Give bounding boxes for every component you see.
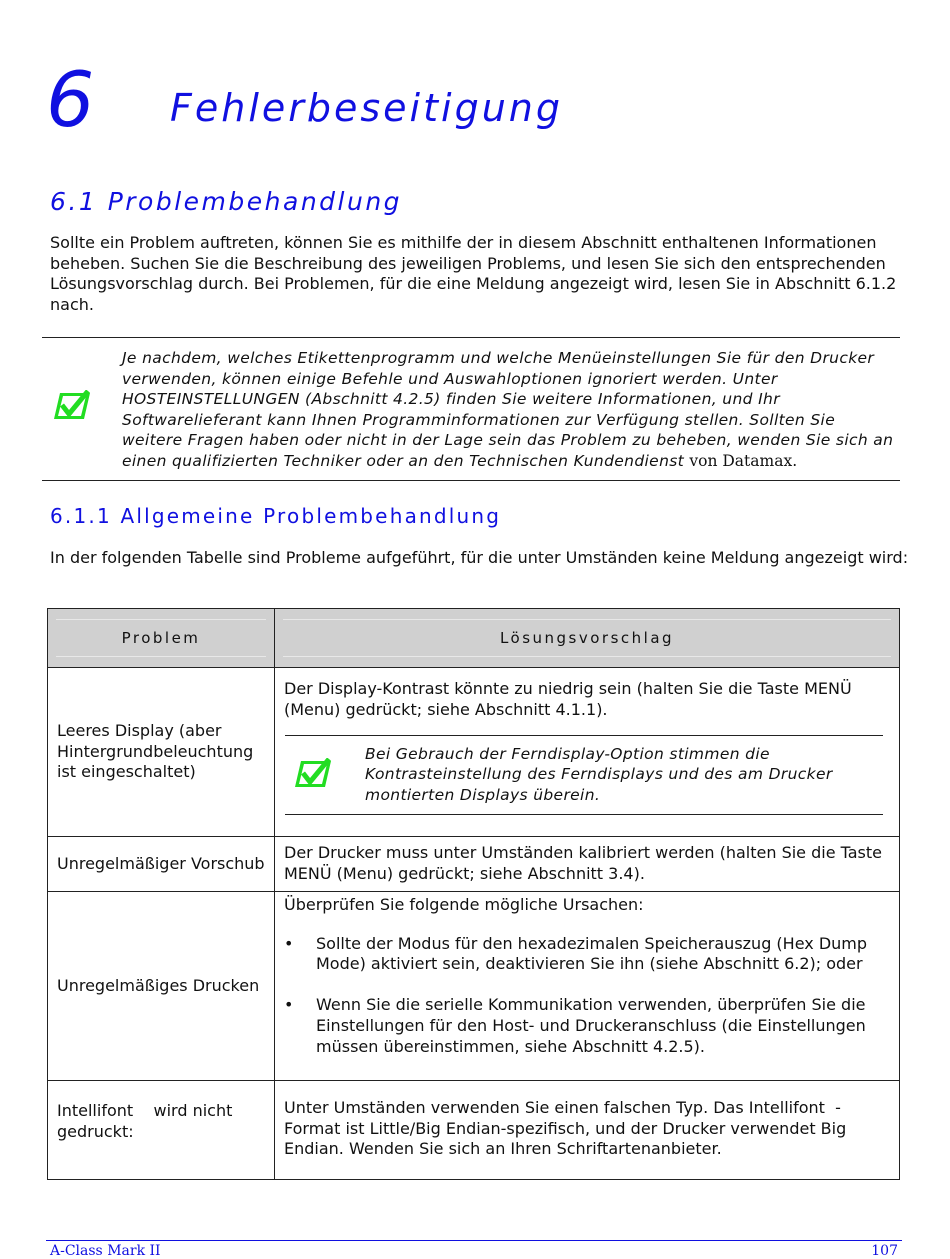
header-problem: Problem (48, 609, 275, 668)
page-number: 107 (871, 1243, 898, 1259)
check-mark-icon (54, 390, 92, 422)
solution-cell: Der Display-Kontrast könnte zu niedrig sein (halten Sie die Taste MENÜ (Menu) gedrückt; siehe Abschnitt 4.1.1). Bei Gebrauch der Ferndisplay-Option stimmen die Kontrasteinstellung des Ferndisplays und des am Drucker montierten Displays überein. (275, 668, 900, 837)
solution-lead: Überprüfen Sie folgende mögliche Ursachen: (284, 895, 644, 914)
note-tail: von Datamax. (689, 451, 798, 470)
table-row (48, 837, 900, 892)
note-box (42, 337, 900, 481)
table-row (48, 892, 900, 1081)
table-row (48, 668, 900, 837)
bullet-icon: • (284, 933, 294, 953)
bullet-icon: • (284, 995, 294, 1015)
section-title: 6.1 Problembehandlung (50, 187, 403, 216)
note-body: Je nachdem, welches Etikettenprogramm und welche Menüeinstellungen Sie für den Drucker verwenden, können einige Befehle und Auswahloptionen ignoriert werden. Unter HOSTEINSTELLUNGEN (Abschnitt 4.2.5) finden Sie weitere Informationen, und Ihr Softwarelieferant kann Ihnen Programminformationen zur Verfügung stellen. Sollten Sie weitere Fragen haben oder nicht in der Lage sein das Problem zu beheben, wenden Sie sich an einen qualifizierten Techniker oder an den Technischen Kundendienst (122, 349, 894, 470)
check-mark-icon (295, 758, 333, 790)
subsection-title: 6.1.1 Allgemeine Problembehandlung (50, 504, 502, 528)
inline-note (285, 735, 883, 815)
problem-table (47, 608, 900, 1180)
inline-note-text: Bei Gebrauch der Ferndisplay-Option stimmen die Kontrasteinstellung des Ferndisplays und des am Drucker montierten Displays überein. (365, 744, 833, 804)
note-text (122, 348, 894, 472)
intro-paragraph: Sollte ein Problem auftreten, können Sie es mithilfe der in diesem Abschnitt enthaltenen Informationen beheben. Suchen Sie die Beschreibung des jeweiligen Problems, und lesen Sie sich den entsprechenden Lösungsvorschlag durch. Bei Problemen, für die eine Meldung angezeigt wird, lesen Sie in Abschnitt 6.1.2 nach. (50, 233, 897, 315)
list-item: • Sollte der Modus für den hexadezimalen Speicherauszug (Hex Dump Mode) aktiviert sein, deaktivieren Sie ihn (siehe Abschnitt 6.2); oder (284, 933, 868, 974)
chapter-number: 6 (46, 55, 95, 144)
problem-cell: Unregelmäßiger Vorschub (48, 837, 275, 892)
table-row (48, 1081, 900, 1180)
causes-list (284, 934, 890, 1058)
table-intro: In der folgenden Tabelle sind Probleme aufgeführt, für die unter Umständen keine Meldung angezeigt wird: (50, 548, 909, 567)
header-solution: Lösungsvorschlag (275, 609, 900, 668)
list-item: • Wenn Sie die serielle Kommunikation verwenden, überprüfen Sie die Einstellungen für den Host- und Druckeranschluss (die Einstellungen müssen übereinstimmen, siehe Abschnitt 4.2.5). (284, 995, 866, 1056)
problem-cell: Unregelmäßiges Drucken (48, 892, 275, 1081)
solution-cell: Der Drucker muss unter Umständen kalibriert werden (halten Sie die Taste MENÜ (Menu) gedrückt; siehe Abschnitt 3.4). (275, 837, 900, 892)
table-header-row (48, 609, 900, 668)
solution-cell: Unter Umständen verwenden Sie einen falschen Typ. Das Intellifont -Format ist Little/Big Endian-spezifisch, und der Drucker verwendet Big Endian. Wenden Sie sich an Ihren Schriftartenanbieter. (275, 1081, 900, 1180)
solution-cell (275, 892, 900, 1081)
problem-cell: Leeres Display (aber Hintergrundbeleuchtung ist eingeschaltet) (48, 668, 275, 837)
footer-divider (46, 1240, 902, 1241)
problem-cell: Intellifont wird nicht gedruckt: (48, 1081, 275, 1180)
footer-product: A-Class Mark II (50, 1243, 161, 1259)
chapter-title: Fehlerbeseitigung (170, 86, 563, 130)
